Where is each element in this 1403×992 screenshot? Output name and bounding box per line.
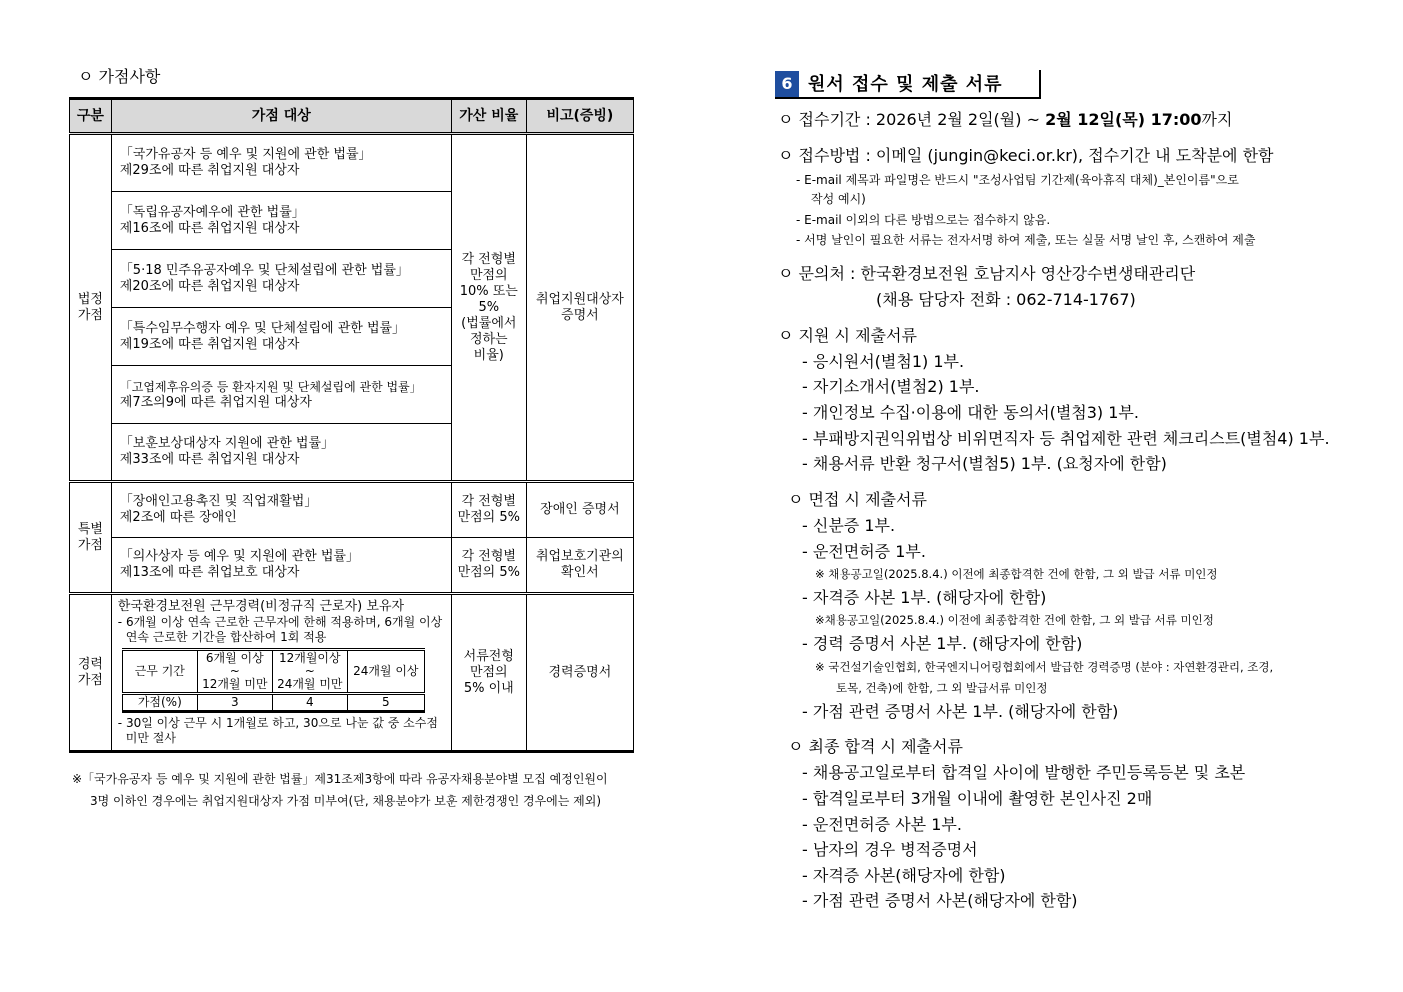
- final-doc: - 자격증 사본(해당자에 한함): [802, 866, 1006, 885]
- legal-note: 취업지원대상자 증명서: [526, 134, 633, 482]
- legal-row: 「5·18 민주유공자예우 및 단체설립에 관한 법률」 제20조에 따른 취업지원 대상자: [111, 250, 451, 308]
- method-note: 작성 예시): [811, 192, 866, 206]
- apply-doc: - 응시원서(별첨1) 1부.: [802, 352, 965, 371]
- header-rate: 가산 비율: [451, 99, 526, 134]
- section-border: [1039, 70, 1041, 98]
- final-doc: - 채용공고일로부터 합격일 사이에 발행한 주민등록등본 및 초본: [802, 763, 1246, 782]
- section-title: 원서 접수 및 제출 서류: [808, 74, 1003, 95]
- final-doc: - 운전면허증 사본 1부.: [802, 815, 962, 834]
- career-note: 경력증명서: [526, 594, 633, 752]
- footnote: ※「국가유공자 등 예우 및 지원에 관한 법률」제31조제3항에 따라 유공자채용분야별 모집 예정인원이 3명 이하인 경우에는 취업지원대상자 가점 미부여(단, 채용분야가 보훈 제한경쟁인 경우에는 제외): [72, 772, 608, 808]
- final-doc: - 가점 관련 증명서 사본(해당자에 한함): [802, 891, 1078, 910]
- special-note: 장애인 증명서: [526, 482, 633, 538]
- header-target: 가점 대상: [111, 99, 451, 134]
- final-doc: - 남자의 경우 병적증명서: [802, 840, 978, 859]
- apply-doc: - 채용서류 반환 청구서(별첨5) 1부. (요청자에 한함): [802, 454, 1167, 473]
- section-underline: [775, 97, 1041, 99]
- legal-row: 「특수임무수행자 예우 및 단체설립에 관한 법률」 제19조에 따른 취업지원 대상자: [111, 308, 451, 366]
- special-category: 특별 가점: [70, 482, 112, 594]
- period: ㅇ 접수기간 : 2026년 2월 2일(월) ~ 2월 12일(목) 17:00까지: [778, 110, 1233, 129]
- contact-phone: (채용 담당자 전화 : 062-714-1767): [876, 290, 1136, 309]
- legal-row: 「고엽제후유의증 등 환자지원 및 단체설립에 관한 법률」 제7조의9에 따른 취업지원 대상자: [111, 366, 451, 424]
- apply-doc: - 개인정보 수집·이용에 대한 동의서(별첨3) 1부.: [802, 403, 1139, 422]
- special-row: 「장애인고용촉진 및 직업재활법」 제2조에 따른 장애인: [111, 482, 451, 538]
- header-category: 구분: [70, 99, 112, 134]
- bonus-table: [69, 97, 634, 753]
- method-note: - 서명 날인이 필요한 서류는 전자서명 하여 제출, 또는 실물 서명 날인 후, 스캔하여 제출: [796, 233, 1256, 247]
- apply-doc: - 부패방지권익위법상 비위면직자 등 취업제한 관련 체크리스트(별첨4) 1부.: [802, 429, 1330, 448]
- career-period-table: 근무 기간 6개월 이상 ~ 12개월 미만 12개월이상 ~ 24개월 미만 24개월 이상 가점(%) 3 4 5: [122, 648, 425, 713]
- interview-title: ㅇ 면접 시 제출서류: [788, 490, 927, 509]
- bonus-heading: ㅇ 가점사항: [78, 67, 161, 86]
- interview-doc: - 운전면허증 1부.: [802, 542, 926, 561]
- final-doc: - 합격일로부터 3개월 이내에 촬영한 본인사진 2매: [802, 789, 1153, 808]
- legal-rate: 각 전형별 만점의 10% 또는 5% (법률에서 정하는 비율): [451, 134, 526, 482]
- career-target: 한국환경보전원 근무경력(비정규직 근로자) 보유자 - 6개월 이상 연속 근로한 근무자에 한해 적용하며, 6개월 이상 연속 근로한 기간을 합산하여 1회 적용 근무 기간 6개월 이상 ~ 12개월 미만 12개월이상 ~ 24개월 미만 24개월 이상 가점(%) 3 4 5 - 30일 이상 근무 시 1개월로 하고, 30으로 나눈 값 중 소수점 미만 절사: [111, 594, 451, 752]
- career-rate: 서류전형 만점의 5% 이내: [451, 594, 526, 752]
- method-note: - E-mail 이외의 다른 방법으로는 접수하지 않음.: [796, 213, 1051, 227]
- legal-row: 「보훈보상대상자 지원에 관한 법률」 제33조에 따른 취업지원 대상자: [111, 424, 451, 482]
- final-title: ㅇ 최종 합격 시 제출서류: [788, 737, 963, 756]
- apply-docs-title: ㅇ 지원 시 제출서류: [778, 326, 917, 345]
- legal-row: 「독립유공자예우에 관한 법률」 제16조에 따른 취업지원 대상자: [111, 192, 451, 250]
- legal-category: 법정 가점: [70, 134, 112, 482]
- apply-doc: - 자기소개서(별첨2) 1부.: [802, 377, 980, 396]
- special-rate: 각 전형별 만점의 5%: [451, 482, 526, 538]
- header-note: 비고(증빙): [526, 99, 633, 134]
- section-number: 6: [775, 71, 799, 97]
- special-rate: 각 전형별 만점의 5%: [451, 538, 526, 594]
- special-note: 취업보호기관의 확인서: [526, 538, 633, 594]
- legal-row: 「국가유공자 등 예우 및 지원에 관한 법률」 제29조에 따른 취업지원 대상자: [111, 134, 451, 192]
- interview-note: ※ 국건설기술인협회, 한국엔지니어링협회에서 발급한 경력증명 (분야 : 자연환경관리, 조경,: [815, 660, 1274, 674]
- interview-doc: - 가점 관련 증명서 사본 1부. (해당자에 한함): [802, 702, 1119, 721]
- interview-doc: - 자격증 사본 1부. (해당자에 한함): [802, 588, 1047, 607]
- interview-note: 토목, 건축)에 한함, 그 외 발급서류 미인정: [836, 681, 1048, 695]
- interview-doc: - 신분증 1부.: [802, 516, 896, 535]
- contact: ㅇ 문의처 : 한국환경보전원 호남지사 영산강수변생태관리단: [778, 264, 1196, 283]
- method: ㅇ 접수방법 : 이메일 (jungin@keci.or.kr), 접수기간 내 도착분에 한함: [778, 146, 1274, 165]
- method-note: - E-mail 제목과 파일명은 반드시 "조성사업팀 기간제(육아휴직 대체)_본인이름"으로: [796, 173, 1239, 187]
- interview-note: ※ 채용공고일(2025.8.4.) 이전에 최종합격한 건에 한함, 그 외 발급 서류 미인정: [815, 567, 1218, 581]
- interview-doc: - 경력 증명서 사본 1부. (해당자에 한함): [802, 634, 1083, 653]
- interview-note: ※채용공고일(2025.8.4.) 이전에 최종합격한 건에 한함, 그 외 발급 서류 미인정: [815, 613, 1214, 627]
- special-row: 「의사상자 등 예우 및 지원에 관한 법률」 제13조에 따른 취업보호 대상자: [111, 538, 451, 594]
- career-category: 경력 가점: [70, 594, 112, 752]
